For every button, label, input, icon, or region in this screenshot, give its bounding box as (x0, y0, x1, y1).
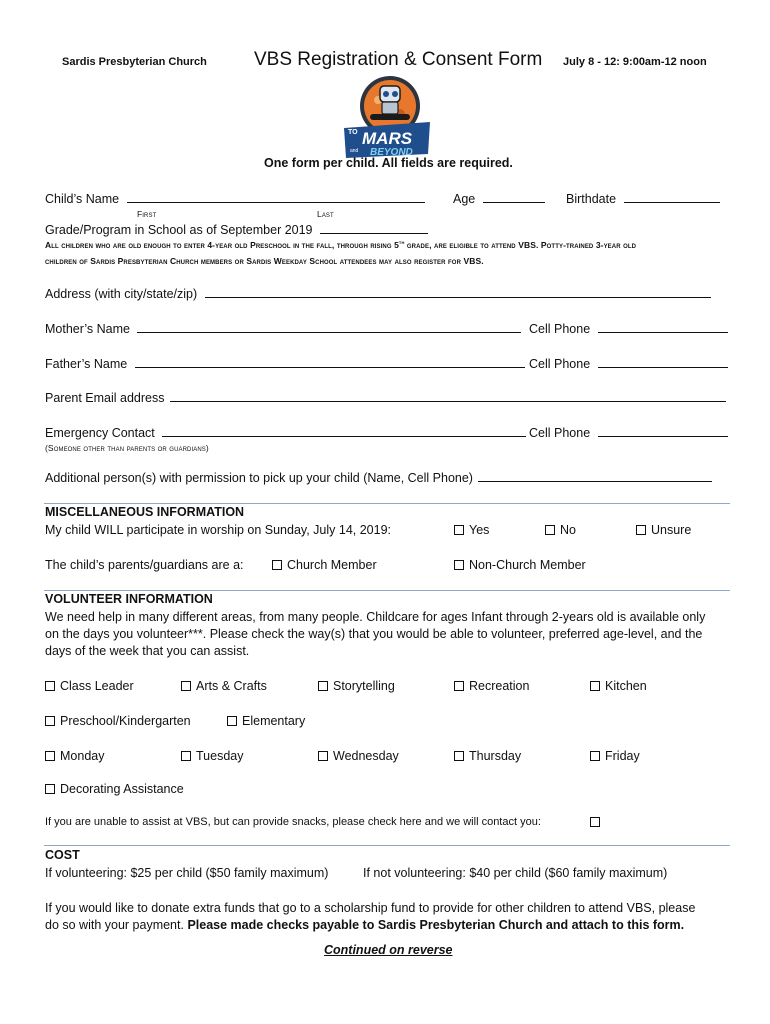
member-church[interactable] (272, 558, 377, 572)
first-name-caption: First (137, 209, 157, 219)
emergency-cell-row (529, 425, 728, 440)
father-cell-field[interactable] (598, 356, 728, 368)
checkbox-icon[interactable] (636, 525, 646, 535)
decorating-option[interactable] (45, 782, 184, 796)
mars-logo (340, 72, 434, 160)
payable-instruction: Please made checks payable to Sardis Presbyterian Church and attach to this form. (187, 918, 685, 932)
checkbox-icon[interactable] (318, 751, 328, 761)
last-name-caption: Last (317, 209, 334, 219)
worship-unsure-label: Unsure (651, 523, 692, 537)
mother-name-field[interactable] (137, 321, 521, 333)
birthdate-field[interactable] (624, 191, 720, 203)
birthdate-label: Birthdate (566, 192, 617, 206)
email-row (45, 390, 726, 405)
snacks-checkbox[interactable] (590, 815, 605, 829)
father-name-label: Father’s Name (45, 357, 128, 371)
age-row (453, 191, 545, 206)
child-name-row (45, 191, 425, 206)
address-field[interactable] (205, 286, 711, 298)
eligibility-line-1 (45, 240, 636, 250)
checkbox-icon[interactable] (590, 751, 600, 761)
donate-line-2 (45, 918, 684, 932)
form-instructions: One form per child. All fields are required. (264, 156, 513, 170)
emergency-row (45, 425, 526, 440)
cost-volunteering: If volunteering: $25 per child ($50 family maximum) (45, 866, 329, 880)
grade-row (45, 222, 428, 237)
continued-on-reverse: Continued on reverse (324, 943, 453, 957)
day-label: Monday (60, 749, 105, 763)
donate-line-1: If you would like to donate extra funds that go to a scholarship fund to provide for other children to attend VBS, please (45, 901, 696, 915)
role-label: Arts & Crafts (196, 679, 267, 693)
eligibility-line-2: children of Sardis Presbyterian Church members or Sardis Weekday School attendees may also register for VBS. (45, 256, 484, 266)
checkbox-icon[interactable] (181, 681, 191, 691)
role-recreation[interactable] (454, 679, 529, 693)
logo-text-beyond: BEYOND (370, 147, 413, 158)
cost-heading: COST (45, 848, 80, 862)
mother-cell-row (529, 321, 728, 336)
checkbox-icon[interactable] (590, 681, 600, 691)
father-row (45, 356, 525, 371)
logo-text-to: TO (348, 129, 358, 136)
worship-unsure[interactable] (636, 523, 691, 537)
day-friday[interactable] (590, 749, 640, 763)
grade-label: Grade/Program in School as of September 2019 (45, 223, 313, 237)
role-storytelling[interactable] (318, 679, 395, 693)
member-question: The child’s parents/guardians are a: (45, 558, 244, 572)
mother-cell-field[interactable] (598, 321, 728, 333)
role-label: Recreation (469, 679, 530, 693)
volunteer-para-3: days of the week that you can assist. (45, 644, 250, 658)
level-preschool[interactable] (45, 714, 191, 728)
role-class-leader[interactable] (45, 679, 134, 693)
checkbox-icon[interactable] (227, 716, 237, 726)
day-label: Wednesday (333, 749, 399, 763)
checkbox-icon[interactable] (272, 560, 282, 570)
logo-text-mars: MARS (362, 129, 413, 148)
address-row (45, 286, 711, 301)
pickup-row (45, 470, 712, 485)
checkbox-icon[interactable] (454, 751, 464, 761)
member-non-church-label: Non-Church Member (469, 558, 586, 572)
checkbox-icon[interactable] (545, 525, 555, 535)
emergency-cell-label: Cell Phone (529, 426, 591, 440)
section-divider-cost (44, 845, 730, 846)
emergency-note: (Someone other than parents or guardians) (45, 443, 209, 453)
father-name-field[interactable] (135, 356, 525, 368)
eligibility-text-b: grade, are eligible to attend VBS. Potty-trained 3-year old (404, 240, 637, 250)
day-label: Thursday (469, 749, 522, 763)
role-label: Storytelling (333, 679, 395, 693)
email-label: Parent Email address (45, 391, 165, 405)
age-label: Age (453, 192, 476, 206)
worship-no-label: No (560, 523, 576, 537)
birthdate-row (566, 191, 720, 206)
role-label: Kitchen (605, 679, 647, 693)
role-label: Class Leader (60, 679, 134, 693)
checkbox-icon[interactable] (45, 751, 55, 761)
checkbox-icon[interactable] (454, 525, 464, 535)
checkbox-icon[interactable] (318, 681, 328, 691)
member-church-label: Church Member (287, 558, 377, 572)
checkbox-icon[interactable] (45, 716, 55, 726)
mother-cell-label: Cell Phone (529, 322, 591, 336)
checkbox-icon[interactable] (45, 784, 55, 794)
snacks-text: If you are unable to assist at VBS, but can provide snacks, please check here and we will contact you: (45, 816, 541, 828)
emergency-label: Emergency Contact (45, 426, 155, 440)
misc-heading: MISCELLANEOUS INFORMATION (45, 505, 245, 519)
grade-field[interactable] (320, 222, 428, 234)
pickup-label: Additional person(s) with permission to pick up your child (Name, Cell Phone) (45, 471, 473, 485)
role-kitchen[interactable] (590, 679, 647, 693)
form-title: VBS Registration & Consent Form (254, 49, 543, 70)
father-cell-label: Cell Phone (529, 357, 591, 371)
checkbox-icon[interactable] (45, 681, 55, 691)
day-thursday[interactable] (454, 749, 521, 763)
cost-not-volunteering: If not volunteering: $40 per child ($60 family maximum) (363, 866, 668, 880)
email-field[interactable] (170, 390, 726, 402)
logo-text-and: and (350, 148, 359, 154)
section-divider-misc (44, 503, 730, 504)
church-name: Sardis Presbyterian Church (62, 56, 207, 68)
decorating-label: Decorating Assistance (60, 782, 184, 796)
checkbox-icon[interactable] (181, 751, 191, 761)
checkbox-icon[interactable] (454, 681, 464, 691)
worship-yes[interactable] (454, 523, 489, 537)
worship-no[interactable] (545, 523, 576, 537)
day-wednesday[interactable] (318, 749, 399, 763)
volunteer-para-1: We need help in many different areas, from many people. Childcare for ages Infant through 2-years old is available only (45, 610, 706, 624)
age-field[interactable] (483, 191, 545, 203)
worship-yes-label: Yes (469, 523, 490, 537)
checkbox-icon[interactable] (454, 560, 464, 570)
eligibility-text-a: All children who are old enough to enter 4-year old Preschool in the fall, through rising 5 (45, 240, 399, 250)
level-elementary[interactable] (227, 714, 305, 728)
level-label: Preschool/Kindergarten (60, 714, 191, 728)
day-label: Tuesday (196, 749, 244, 763)
worship-question: My child WILL participate in worship on Sunday, July 14, 2019: (45, 523, 392, 537)
role-arts-crafts[interactable] (181, 679, 267, 693)
mother-name-label: Mother’s Name (45, 322, 130, 336)
day-tuesday[interactable] (181, 749, 243, 763)
section-divider-volunteer (44, 590, 730, 591)
mother-row (45, 321, 521, 336)
emergency-field[interactable] (162, 425, 526, 437)
eligibility-superscript: th (398, 240, 405, 247)
volunteer-para-2: on the days you volunteer***. Please check the way(s) that you would be able to volunteer, preferred age-level, and the (45, 627, 703, 641)
pickup-field[interactable] (478, 470, 712, 482)
child-name-label: Child’s Name (45, 192, 120, 206)
level-label: Elementary (242, 714, 306, 728)
volunteer-heading: VOLUNTEER INFORMATION (45, 592, 213, 606)
donate-text: do so with your payment. (45, 918, 188, 932)
address-label: Address (with city/state/zip) (45, 287, 198, 301)
checkbox-icon[interactable] (590, 817, 600, 827)
day-monday[interactable] (45, 749, 104, 763)
member-non-church[interactable] (454, 558, 586, 572)
vbs-dates: July 8 - 12: 9:00am-12 noon (563, 56, 707, 68)
day-label: Friday (605, 749, 640, 763)
child-name-field[interactable] (127, 191, 425, 203)
emergency-cell-field[interactable] (598, 425, 728, 437)
father-cell-row (529, 356, 728, 371)
